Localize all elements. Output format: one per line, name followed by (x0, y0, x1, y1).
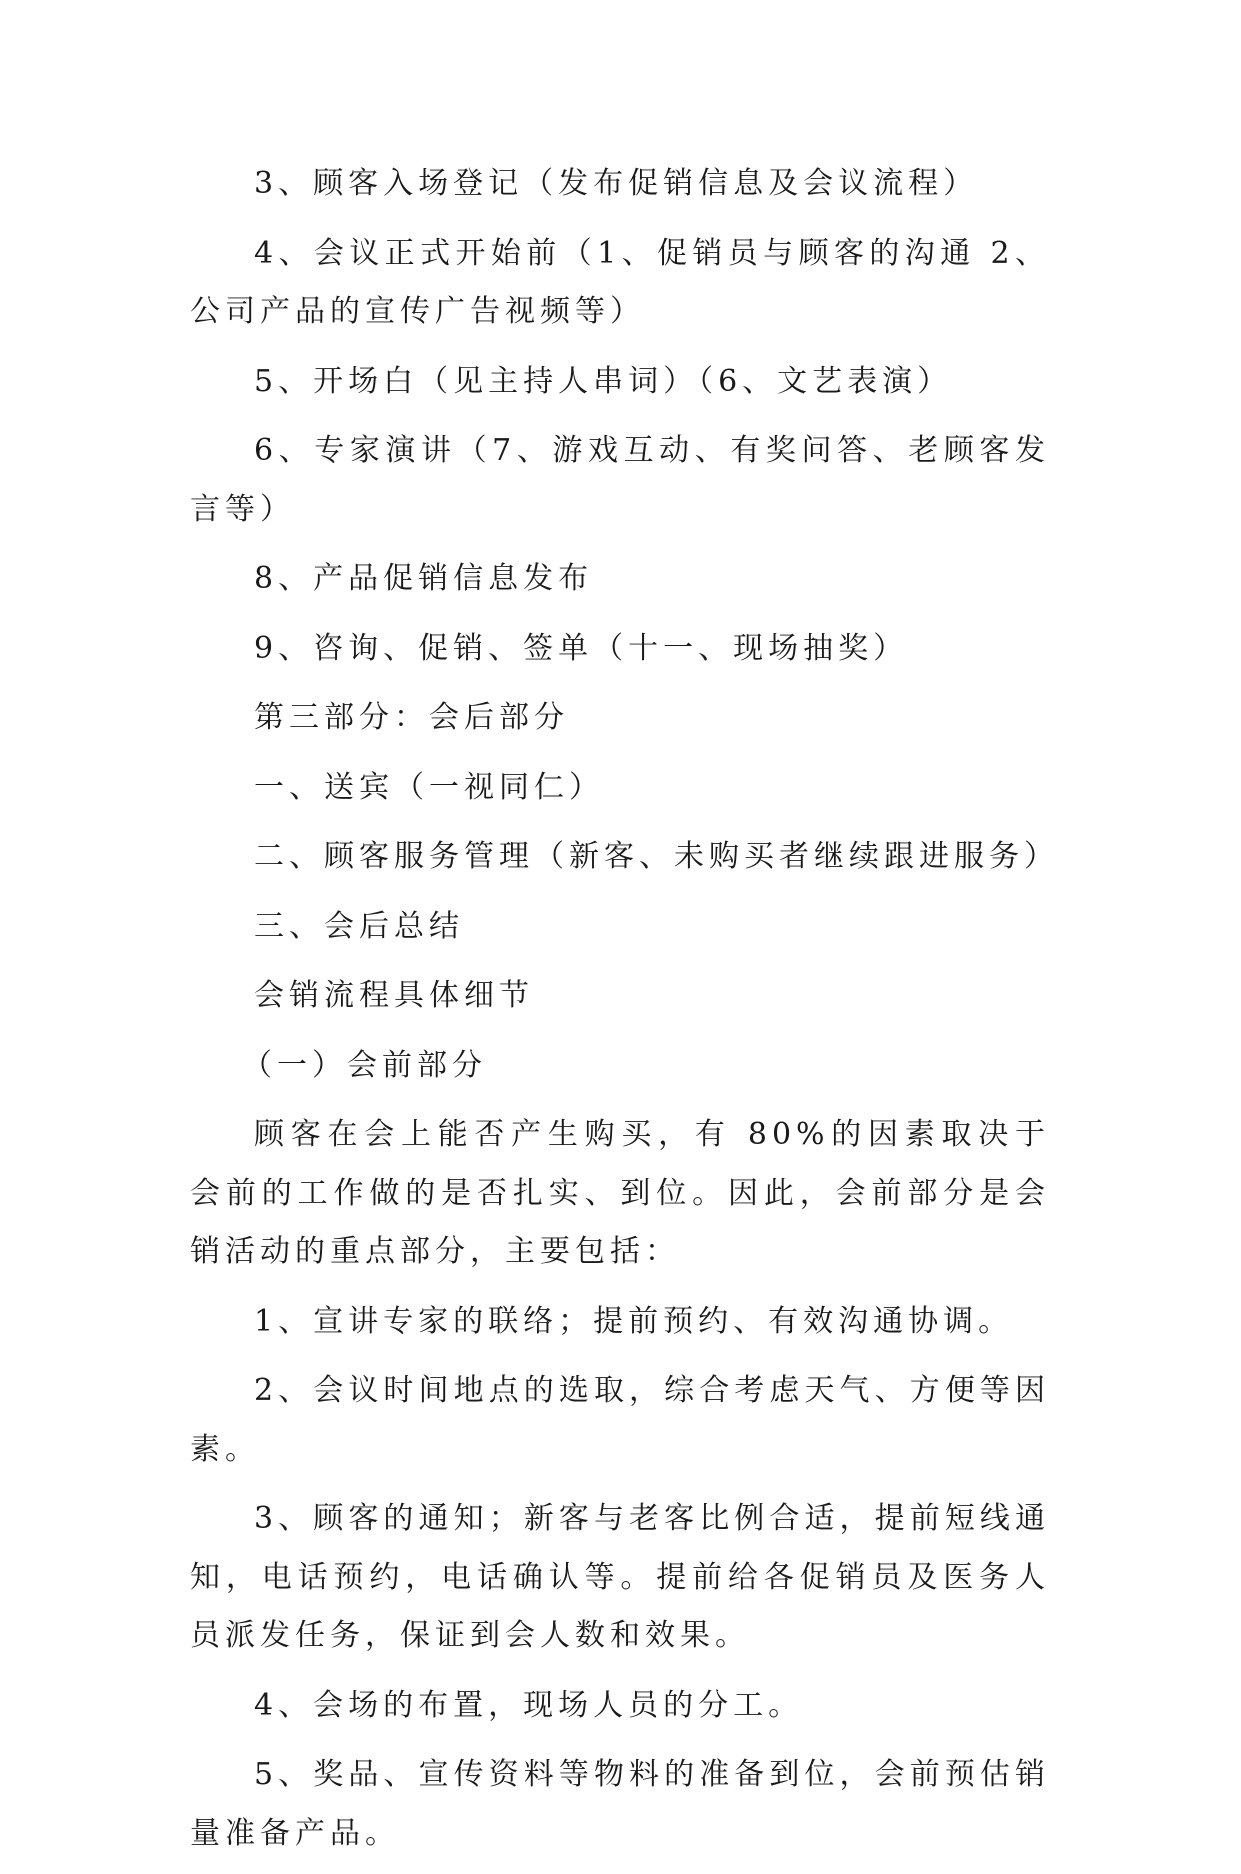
list-item-send-off: 一、送宾（一视同仁） (254, 769, 604, 805)
list-item-materials: 5、奖品、宣传资料等物料的准备到位，会前预估销量准备产品。 (190, 1757, 1050, 1851)
list-item-customer-service: 二、顾客服务管理（新客、未购买者继续跟进服务） (254, 839, 1059, 874)
list-item-expert-speech: 6、专家演讲（7、游戏互动、有奖问答、老顾客发言等） (190, 433, 1050, 527)
list-item-expert-contact: 1、宣讲专家的联络；提前预约、有效沟通协调。 (254, 1303, 1014, 1339)
list-item-customer-registration: 3、顾客入场登记（发布促销信息及会议流程） (254, 166, 979, 201)
document-body (190, 155, 1059, 1874)
subsection-heading-pre-meeting: （一）会前部分 (242, 1047, 487, 1083)
list-item-time-venue: 2、会议时间地点的选取，综合考虑天气、方便等因素。 (190, 1373, 1050, 1467)
list-item-consulting: 9、咨询、促销、签单（十一、现场抽奖） (254, 630, 909, 666)
list-item-venue-layout: 4、会场的布置，现场人员的分工。 (254, 1687, 804, 1723)
list-item-pre-meeting: 4、会议正式开始前（1、促销员与顾客的沟通 2、公司产品的宣传广告视频等） (190, 235, 1050, 329)
section-heading-part-three: 第三部分：会后部分 (254, 700, 569, 735)
list-item-summary: 三、会后总结 (254, 908, 464, 944)
body-paragraph-intro: 顾客在会上能否产生购买，有 80%的因素取决于会前的工作做的是否扎实、到位。因此，会前部分是会销活动的重点部分，主要包括： (190, 1117, 1050, 1269)
list-item-opening: 5、开场白（见主持人串词）（6、文艺表演） (254, 363, 953, 399)
list-item-customer-notice: 3、顾客的通知；新客与老客比例合适，提前短线通知，电话预约，电话确认等。提前给各促销员及医务人员派发任务，保证到会人数和效果。 (190, 1501, 1050, 1653)
list-item-promotion-release: 8、产品促销信息发布 (254, 561, 594, 596)
section-heading-details: 会销流程具体细节 (254, 978, 534, 1013)
